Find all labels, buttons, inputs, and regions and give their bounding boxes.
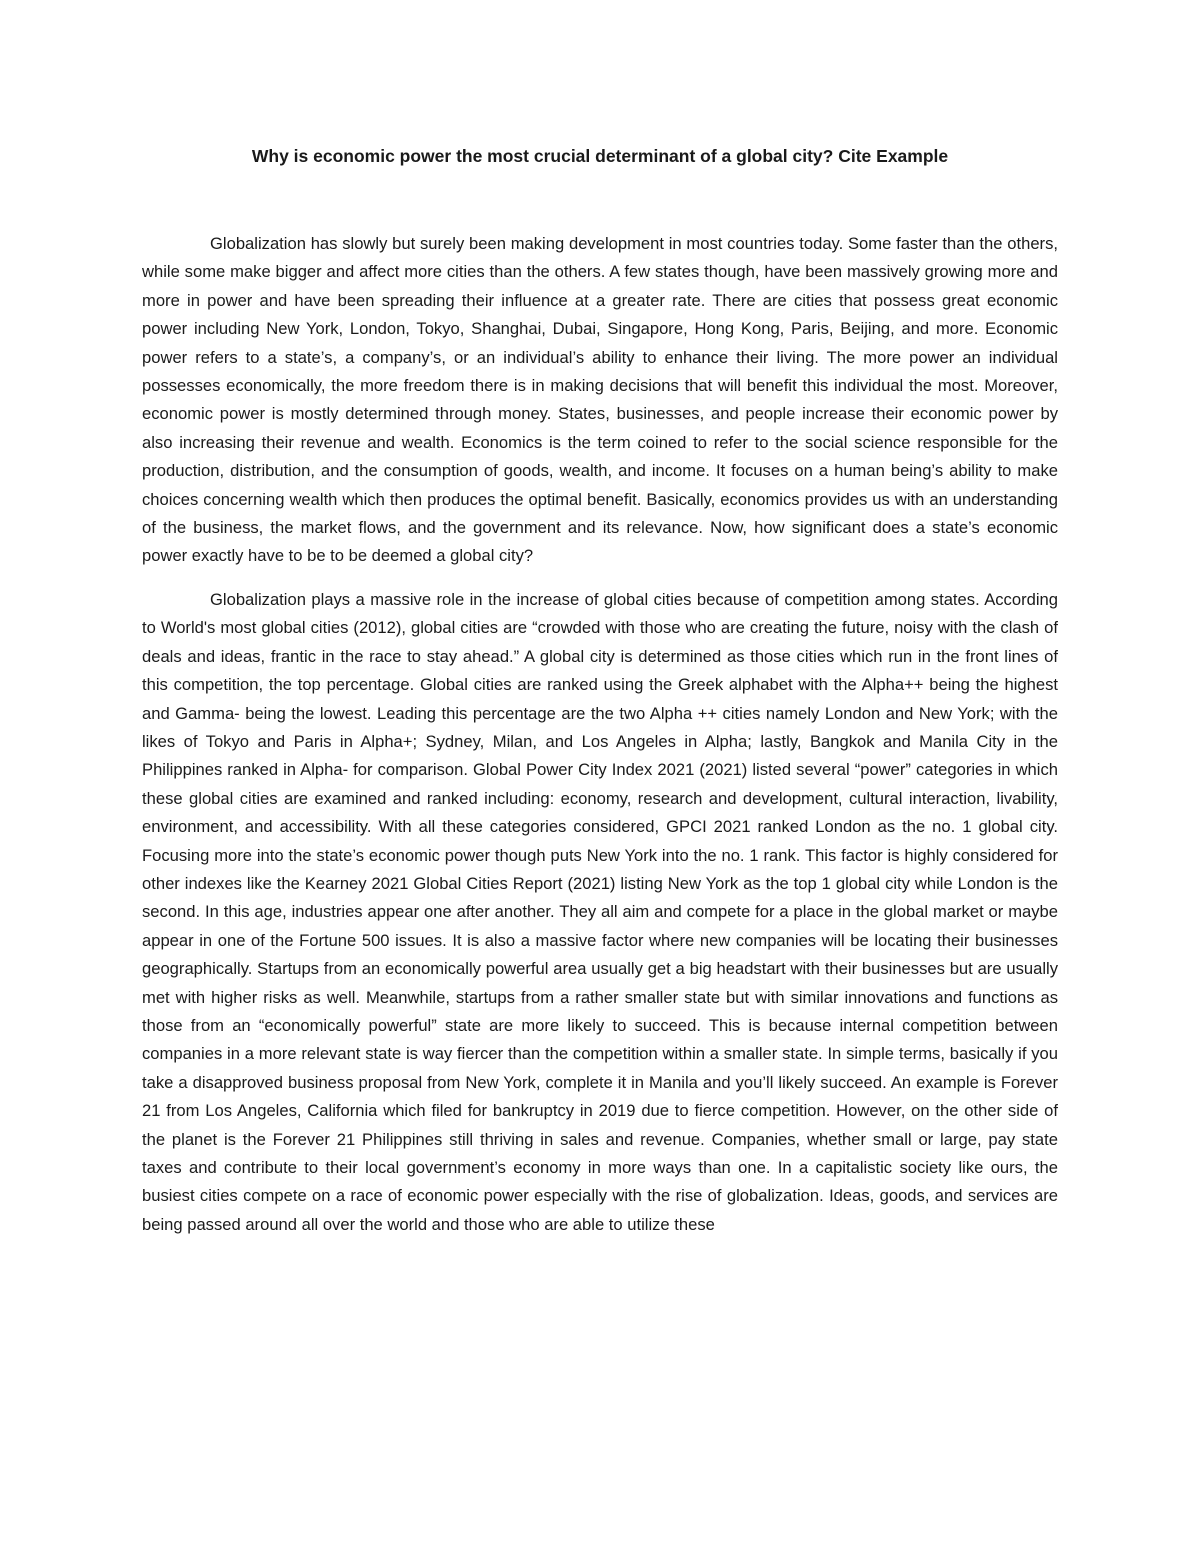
document-body	[142, 230, 1058, 1254]
paragraph-2: Globalization plays a massive role in the increase of global cities because of competition among states. According to World's most global cities (2012), global cities are “crowded with those who are creating the future, noisy with the clash of deals and ideas, frantic in the race to stay ahead.” A global city is determined as those cities which run in the front lines of this competition, the top percentage. Global cities are ranked using the Greek alphabet with the Alpha++ being the highest and Gamma- being the lowest. Leading this percentage are the two Alpha ++ cities namely London and New York; with the likes of Tokyo and Paris in Alpha+; Sydney, Milan, and Los Angeles in Alpha; lastly, Bangkok and Manila City in the Philippines ranked in Alpha- for comparison. Global Power City Index 2021 (2021) listed several “power” categories in which these global cities are examined and ranked including: economy, research and development, cultural interaction, livability, environment, and accessibility. With all these categories considered, GPCI 2021 ranked London as the no. 1 global city. Focusing more into the state’s economic power though puts New York into the no. 1 rank. This factor is highly considered for other indexes like the Kearney 2021 Global Cities Report (2021) listing New York as the top 1 global city while London is the second. In this age, industries appear one after another. They all aim and compete for a place in the global market or maybe appear in one of the Fortune 500 issues. It is also a massive factor where new companies will be locating their businesses geographically. Startups from an economically powerful area usually get a big headstart with their businesses but are usually met with higher risks as well. Meanwhile, startups from a rather smaller state but with similar innovations and functions as those from an “economically powerful” state are more likely to succeed. This is because internal competition between companies in a more relevant state is way fiercer than the competition within a smaller state. In simple terms, basically if you take a disapproved business proposal from New York, complete it in Manila and you’ll likely succeed. An example is Forever 21 from Los Angeles, California which filed for bankruptcy in 2019 due to fierce competition. However, on the other side of the planet is the Forever 21 Philippines still thriving in sales and revenue. Companies, whether small or large, pay state taxes and contribute to their local government’s economy in more ways than one. In a capitalistic society like ours, the busiest cities compete on a race of economic power especially with the rise of globalization. Ideas, goods, and services are being passed around all over the world and those who are able to utilize these	[142, 589, 1058, 1234]
paragraph-1: Globalization has slowly but surely been making development in most countries today. Some faster than the others, while some make bigger and affect more cities than the others. A few states though, have been massively growing more and more in power and have been spreading their influence at a greater rate. There are cities that possess great economic power including New York, London, Tokyo, Shanghai, Dubai, Singapore, Hong Kong, Paris, Beijing, and more. Economic power refers to a state’s, a company’s, or an individual’s ability to enhance their living. The more power an individual possesses economically, the more freedom there is in making decisions that will benefit this individual the most. Moreover, economic power is mostly determined through money. States, businesses, and people increase their economic power by also increasing their revenue and wealth. Economics is the term coined to refer to the social science responsible for the production, distribution, and the consumption of goods, wealth, and income. It focuses on a human being’s ability to make choices concerning wealth which then produces the optimal benefit. Basically, economics provides us with an understanding of the business, the market flows, and the government and its relevance. Now, how significant does a state’s economic power exactly have to be to be deemed a global city?	[142, 234, 1058, 566]
document-title: Why is economic power the most crucial determinant of a global city? Cite Example	[251, 146, 949, 166]
